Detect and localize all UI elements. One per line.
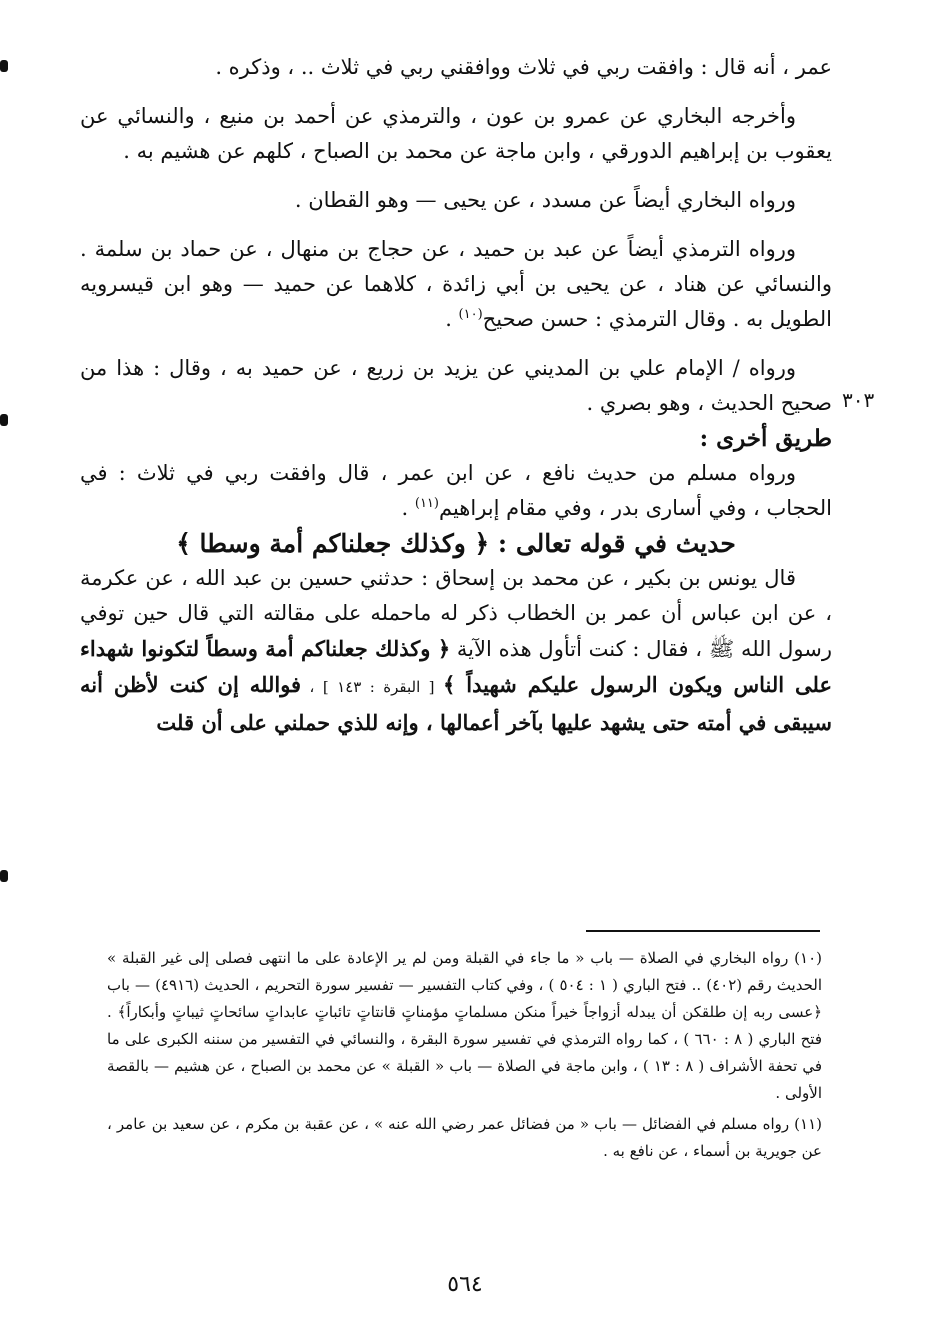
scan-edge-mark-middle	[0, 414, 8, 426]
paragraph-4	[80, 232, 832, 337]
paragraph-2: وأخرجه البخاري عن عمرو بن عون ، والترمذي عن أحمد بن منيع ، والنسائي عن يعقوب بن إبراهيم الدورقي ، وابن ماجة عن محمد بن الصباح ، كلهم عن هشيم به .	[80, 104, 832, 163]
footnote-ref-11[interactable]: (١١)	[414, 496, 439, 511]
paragraph-6	[80, 456, 832, 526]
paragraph-4-text: ورواه الترمذي أيضاً عن عبد بن حميد ، عن حجاج بن منهال ، عن حماد بن سلمة . والنسائي عن هناد ، عن يحيى بن أبي زائدة ، كلاهما عن حميد — وهو ابن قيسرويه الطويل به . وقال الترمذي : حسن صحيح	[80, 237, 832, 331]
quran-verse: ﴿ وكذلك جعلناكم أمة وسطاً لتكونوا شهداء على الناس ويكون الرسول عليكم شهيداً ﴾	[80, 636, 833, 697]
paragraph-6-end: .	[401, 496, 415, 520]
section-title: حديث في قوله تعالى : ﴿ وكذلك جعلناكم أمة وسطا ﴾	[176, 529, 736, 558]
verse-reference: [ البقرة : ١٤٣ ] ،	[301, 678, 443, 696]
paragraph-6-text: ورواه مسلم من حديث نافع ، عن ابن عمر ، قال وافقت ربي في ثلاث : في الحجاب ، وفي أسارى بدر ، وفي مقام إبراهيم	[80, 461, 832, 520]
subheading: طريق أخرى :	[699, 425, 832, 452]
paragraph-1: عمر ، أنه قال : وافقت ربي في ثلاث ووافقني ربي في ثلاث .. ، وذكره .	[215, 55, 832, 79]
main-text	[80, 50, 832, 741]
paragraph-7-b: فوالله إن كنت لأظن أنه سيبقى في أمته حتى يشهد عليها بآخر أعمالها ، وإنه للذي حملني على أن قلت	[80, 672, 832, 735]
footnote-ref-10[interactable]: (١٠)	[458, 307, 483, 322]
paragraph-7	[80, 561, 832, 741]
paragraph-5: ورواه / الإمام علي بن المديني عن يزيد بن زريع ، عن حميد به ، وقال : هذا من صحيح الحديث ، وهو بصري .	[80, 356, 832, 415]
paragraph-4-end: .	[445, 307, 459, 331]
scan-edge-mark-top	[0, 60, 8, 72]
footnotes	[107, 945, 822, 1169]
margin-page-reference: ٣٠٣	[842, 388, 875, 412]
page-number: ٥٦٤	[447, 1272, 483, 1297]
footnote-divider	[586, 930, 820, 932]
paragraph-3: ورواه البخاري أيضاً عن مسدد ، عن يحيى — وهو القطان .	[294, 188, 796, 212]
scan-edge-mark-bottom	[0, 870, 8, 882]
paragraph-7-a: قال يونس بن بكير ، عن محمد بن إسحاق : حدثني حسين بن عبد الله ، عن عكرمة ، عن ابن عباس أن عمر بن الخطاب ذكر له ماحمله على مقالته التي قال حين توفي رسول الله ﷺ ، فقال : كنت أتأول هذه الآية	[80, 566, 833, 661]
footnote-10: (١٠) رواه البخاري في الصلاة — باب « ما جاء في القبلة ومن لم ير الإعادة على ما انتهى فصلى إلى غير القبلة » الحديث رقم (٤٠٢) .. فتح الباري ( ١ : ٥٠٤ ) ، وفي كتاب التفسير — تفسير سورة التحريم ، الحديث (٤٩١٦) — باب ﴿عسى ربه إن طلقكن أن يبدله أزواجاً خيراً منكن مسلماتٍ مؤمناتٍ قانتاتٍ تائباتٍ عابداتٍ سائحاتٍ ثيباتٍ وأبكاراً﴾ . فتح الباري ( ٨ : ٦٦٠ ) ، كما رواه الترمذي في تفسير سورة البقرة ، والنسائي في التفسير من سننه الكبرى على ما في تحفة الأشراف ( ٨ : ١٣ ) ، وابن ماجة في الصلاة — باب « القبلة » عن محمد بن الصباح ، عن هشيم — بالقصة الأولى .	[107, 949, 823, 1102]
footnote-11: (١١) رواه مسلم في الفضائل — باب « من فضائل عمر رضي الله عنه » ، عن عقبة بن مكرم ، عن سعيد بن عامر ، عن جويرية بن أسماء ، عن نافع به .	[107, 1115, 822, 1160]
